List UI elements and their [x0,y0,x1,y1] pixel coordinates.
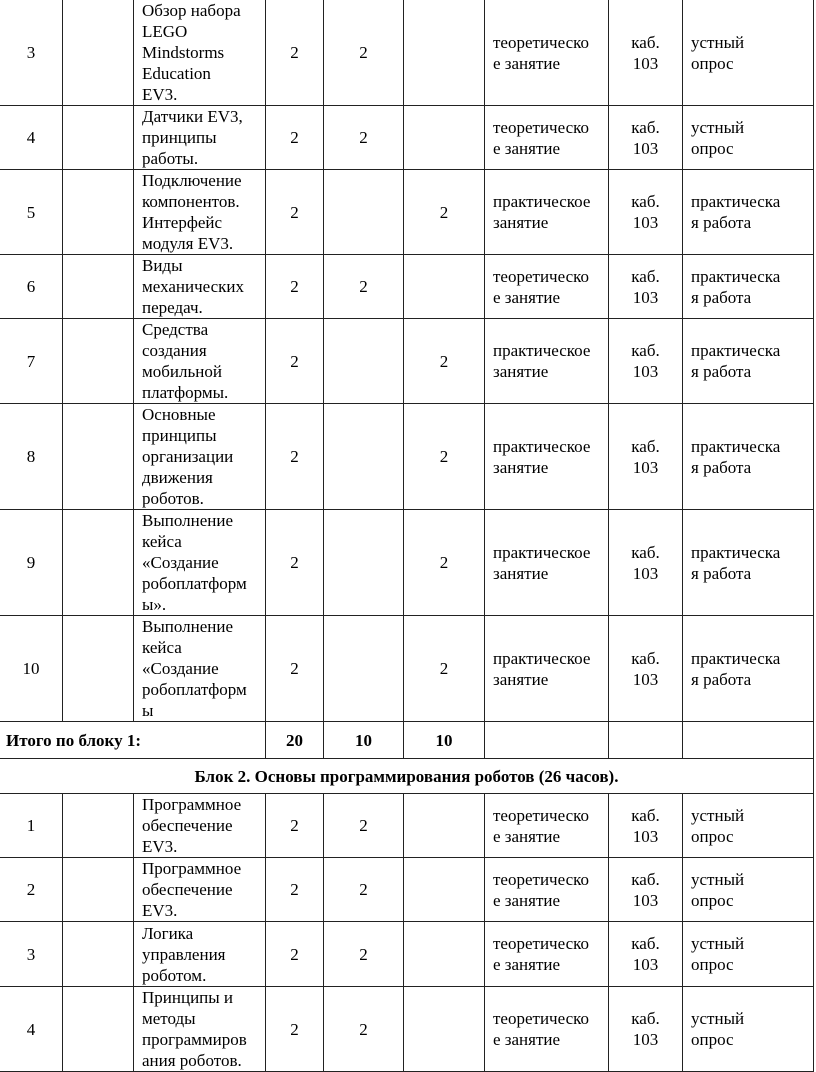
control-form-cell: устный опрос [683,987,814,1072]
lesson-form-cell: практическое занятие [485,616,609,722]
control-form-cell: практическа я работа [683,170,814,255]
practice-hours-cell [404,858,485,922]
table-row [0,987,814,1072]
theory-hours-cell: 2 [324,858,404,922]
empty-cell [485,722,609,759]
lesson-topic-cell: Программное обеспечение EV3. [134,794,266,858]
theory-hours-cell: 2 [324,794,404,858]
location-cell: каб. 103 [609,794,683,858]
empty-cell [609,722,683,759]
lesson-form-cell: теоретическо е занятие [485,987,609,1072]
location-cell: каб. 103 [609,616,683,722]
theory-hours-cell: 2 [324,987,404,1072]
empty-cell [683,722,814,759]
total-hours-cell: 2 [266,106,324,170]
lesson-form-cell: теоретическо е занятие [485,922,609,987]
lesson-number-cell: 4 [0,987,63,1072]
date-cell [63,987,134,1072]
control-form-cell: практическа я работа [683,616,814,722]
lesson-number-cell: 7 [0,319,63,404]
date-cell [63,794,134,858]
date-cell [63,255,134,319]
total-hours-cell: 2 [266,858,324,922]
lesson-topic-cell: Датчики EV3, принципы работы. [134,106,266,170]
table-row [0,616,814,722]
control-form-cell: практическа я работа [683,255,814,319]
total-hours-cell: 2 [266,255,324,319]
date-cell [63,0,134,106]
lesson-topic-cell: Средства создания мобильной платформы. [134,319,266,404]
table-row [0,922,814,987]
practice-hours-cell: 2 [404,616,485,722]
lesson-number-cell: 3 [0,0,63,106]
practice-hours-cell [404,922,485,987]
lesson-number-cell: 5 [0,170,63,255]
location-cell: каб. 103 [609,858,683,922]
lesson-topic-cell: Программное обеспечение EV3. [134,858,266,922]
lesson-topic-cell: Выполнение кейса «Создание робоплатформ ы [134,616,266,722]
lesson-topic-cell: Обзор набора LEGO Mindstorms Education EV3. [134,0,266,106]
block-total-practice: 10 [404,722,485,759]
lesson-form-cell: практическое занятие [485,319,609,404]
theory-hours-cell: 2 [324,255,404,319]
table-row [0,0,814,106]
control-form-cell: практическа я работа [683,404,814,510]
lesson-number-cell: 1 [0,794,63,858]
table-row [0,170,814,255]
total-hours-cell: 2 [266,404,324,510]
table-row [0,319,814,404]
location-cell: каб. 103 [609,510,683,616]
date-cell [63,858,134,922]
block-total-row [0,722,814,759]
date-cell [63,922,134,987]
practice-hours-cell [404,794,485,858]
theory-hours-cell [324,510,404,616]
lesson-topic-cell: Принципы и методы программиров ания роботов. [134,987,266,1072]
lesson-form-cell: практическое занятие [485,510,609,616]
control-form-cell: устный опрос [683,922,814,987]
table-row [0,794,814,858]
lesson-form-cell: практическое занятие [485,170,609,255]
lesson-number-cell: 10 [0,616,63,722]
location-cell: каб. 103 [609,404,683,510]
location-cell: каб. 103 [609,987,683,1072]
block-2-heading: Блок 2. Основы программирования роботов (26 часов). [0,759,814,794]
total-hours-cell: 2 [266,616,324,722]
lesson-form-cell: теоретическо е занятие [485,858,609,922]
table-row [0,404,814,510]
lesson-form-cell: теоретическо е занятие [485,794,609,858]
practice-hours-cell: 2 [404,510,485,616]
practice-hours-cell [404,106,485,170]
location-cell: каб. 103 [609,170,683,255]
total-hours-cell: 2 [266,319,324,404]
table-row [0,106,814,170]
block-total-label: Итого по блоку 1: [0,722,266,759]
date-cell [63,319,134,404]
lesson-number-cell: 6 [0,255,63,319]
practice-hours-cell: 2 [404,170,485,255]
theory-hours-cell [324,616,404,722]
practice-hours-cell [404,987,485,1072]
lesson-topic-cell: Основные принципы организации движения роботов. [134,404,266,510]
theory-hours-cell [324,404,404,510]
lesson-topic-cell: Подключение компонентов. Интерфейс модуля EV3. [134,170,266,255]
location-cell: каб. 103 [609,319,683,404]
date-cell [63,616,134,722]
practice-hours-cell: 2 [404,404,485,510]
theory-hours-cell [324,170,404,255]
location-cell: каб. 103 [609,922,683,987]
theory-hours-cell: 2 [324,922,404,987]
theory-hours-cell: 2 [324,106,404,170]
theory-hours-cell: 2 [324,0,404,106]
total-hours-cell: 2 [266,170,324,255]
lesson-form-cell: практическое занятие [485,404,609,510]
lesson-number-cell: 9 [0,510,63,616]
table-row [0,255,814,319]
lesson-number-cell: 4 [0,106,63,170]
practice-hours-cell [404,0,485,106]
lesson-form-cell: теоретическо е занятие [485,255,609,319]
control-form-cell: практическа я работа [683,319,814,404]
date-cell [63,404,134,510]
control-form-cell: практическа я работа [683,510,814,616]
table-row [0,858,814,922]
block-total-theory: 10 [324,722,404,759]
block-header-row [0,759,814,794]
total-hours-cell: 2 [266,987,324,1072]
theory-hours-cell [324,319,404,404]
date-cell [63,510,134,616]
lesson-form-cell: теоретическо е занятие [485,106,609,170]
control-form-cell: устный опрос [683,858,814,922]
control-form-cell: устный опрос [683,0,814,106]
location-cell: каб. 103 [609,106,683,170]
total-hours-cell: 2 [266,510,324,616]
practice-hours-cell: 2 [404,319,485,404]
total-hours-cell: 2 [266,922,324,987]
practice-hours-cell [404,255,485,319]
lesson-topic-cell: Виды механических передач. [134,255,266,319]
lesson-form-cell: теоретическо е занятие [485,0,609,106]
lesson-topic-cell: Логика управления роботом. [134,922,266,987]
location-cell: каб. 103 [609,255,683,319]
total-hours-cell: 2 [266,0,324,106]
date-cell [63,106,134,170]
lesson-number-cell: 3 [0,922,63,987]
control-form-cell: устный опрос [683,106,814,170]
table-row [0,510,814,616]
location-cell: каб. 103 [609,0,683,106]
control-form-cell: устный опрос [683,794,814,858]
date-cell [63,170,134,255]
lesson-number-cell: 2 [0,858,63,922]
block-total-hours: 20 [266,722,324,759]
total-hours-cell: 2 [266,794,324,858]
lesson-number-cell: 8 [0,404,63,510]
lesson-topic-cell: Выполнение кейса «Создание робоплатформ ы». [134,510,266,616]
